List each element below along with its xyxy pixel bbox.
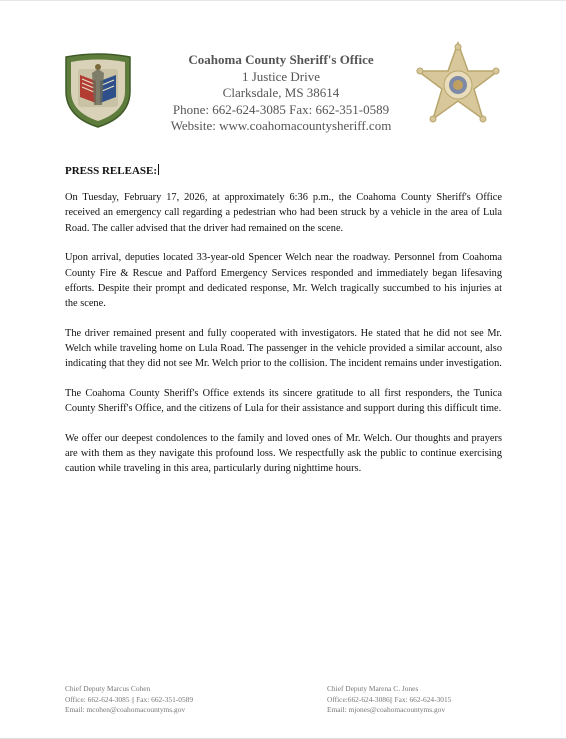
website-line: Website: www.coahomacountysheriff.com [170,118,392,133]
text-cursor [158,164,159,175]
agency-name: Coahoma County Sheriff's Office [188,52,374,67]
press-release-title: PRESS RELEASE: [65,165,158,177]
address-line-2: Clarksdale, MS 38614 [222,85,340,100]
contact-name: Chief Deputy Marcus Cohen [65,684,151,693]
address-line-1: 1 Justice Drive [242,68,320,84]
paragraph-3: The driver remained present and fully cooperated with investigators. He stated that he did not see Mr. Welch while traveling home on Lula Road. The passenger in the vehicle provided a similar account, also indicating that they did not see Mr. Welch prior to the collision. The incident remains under investigation. [65,327,502,370]
contact-phone: Office:662-624-3086|| Fax: 662-624-3015 [327,694,452,704]
paragraph-4: The Coahoma County Sheriff's Office extends its sincere gratitude to all first responders, the Tunica County Sheriff's Office, and the citizens of Lula for their assistance and support during this difficult time. [65,387,502,414]
letterhead [150,52,412,135]
paragraph-5: We offer our deepest condolences to the family and loved ones of Mr. Welch. Our thoughts and prayers are with them as they navigate this profound loss. We respectfully ask the public to continue exercising caution while traveling in this area, particularly during nighttime hours. [65,432,502,475]
footer-contact-right [327,684,527,716]
contact-email: Email: mcohen@coahomacountyms.gov [65,705,186,714]
footer-contact-left [65,684,265,716]
press-release-body [65,164,502,491]
contact-phone: Office: 662-624-3085 || Fax: 662-351-0589 [65,694,194,704]
sheriff-star-badge-logo [416,41,500,129]
sheriff-emblem-logo [62,51,134,129]
paragraph-1: On Tuesday, February 17, 2026, at approximately 6:36 p.m., the Coahoma County Sheriff's Office received an emergency call regarding a pedestrian who had been struck by a vehicle in the area of Lula Road. The caller advised that the driver had remained on the scene. [65,192,502,234]
contact-email: Email: mjones@coahomacountyms.gov [327,705,446,714]
contact-name: Chief Deputy Marena C. Jones [327,684,419,693]
paragraph-2: Upon arrival, deputies located 33-year-old Spencer Welch near the roadway. Personnel from Coahoma County Fire & Rescue and Pafford Emergency Services responded and immediately began lifesaving efforts. Despite their prompt and dedicated response, Mr. Welch tragically succumbed to his injuries at the scene. [65,252,502,309]
phone-fax-line: Phone: 662-624-3085 Fax: 662-351-0589 [172,101,390,117]
